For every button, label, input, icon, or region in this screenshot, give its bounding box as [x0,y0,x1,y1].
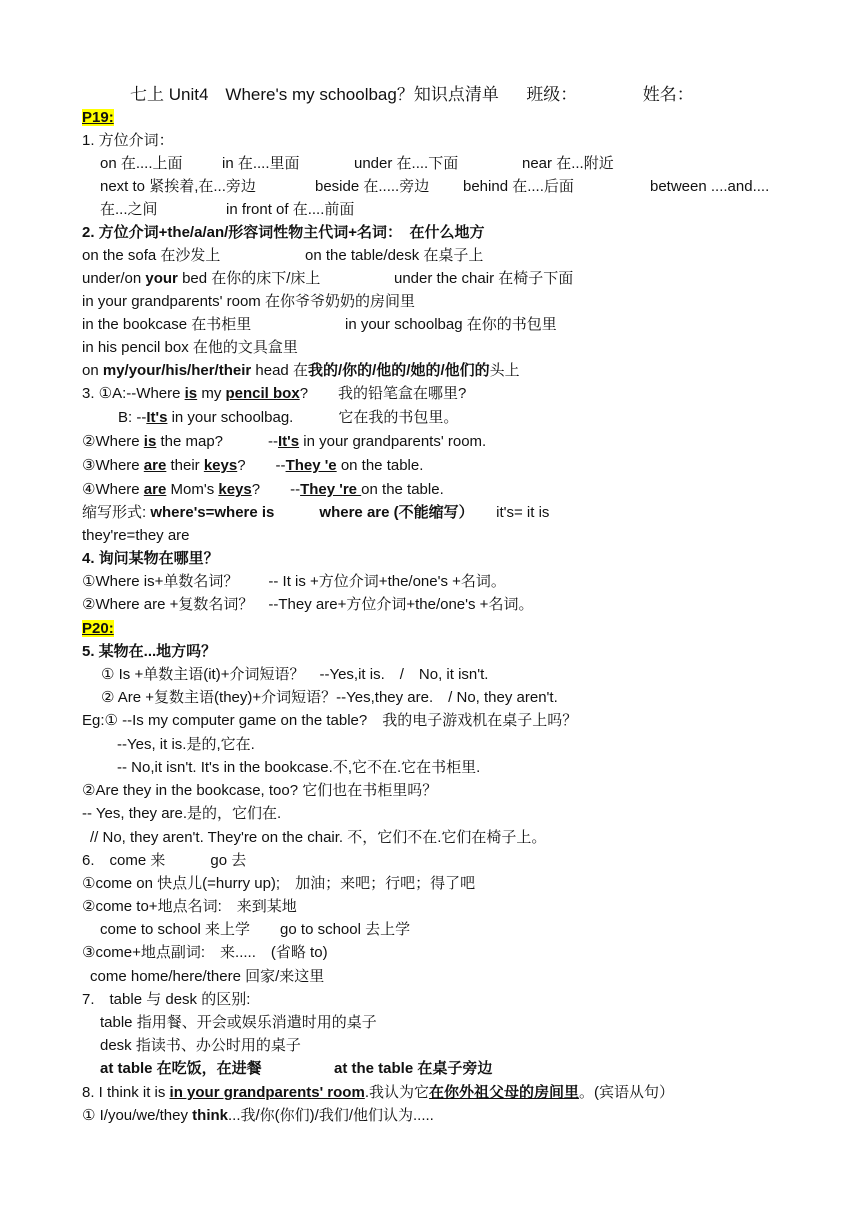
class-label: 班级： [526,85,578,104]
pattern-are: ② Are +复数主语(they)+介词短语？--Yes,they are. / No, they aren't. [101,689,558,706]
phrase-in-the-bookcase: in the bookcase 在书柜里 [82,316,252,333]
phrase-on-the-table: on the table/desk 在桌子上 [305,247,484,264]
phrase-under-your-bed: under/on your bed 在你的床下/床上 [82,270,321,287]
phrase-under-the-chair: under the chair 在椅子下面 [394,270,574,287]
prep-near: near 在...附近 [522,155,614,172]
prep-under: under 在....下面 [354,155,459,172]
come-on: ①come on 快点儿(=hurry up); 加油；来吧；行吧；得了吧 [82,875,476,892]
contraction-they-are: they're=they are [82,527,190,544]
table-meaning: table 指用餐、开会或娱乐消遣时用的桌子 [100,1014,377,1031]
example-2-yes: -- Yes, they are.是的，它们在. [82,805,282,822]
page-title [130,85,694,105]
desk-meaning: desk 指读书、办公时用的桌子 [100,1037,301,1054]
section-1-heading: 1. 方位介词： [82,132,174,149]
dialog-3-map: ②Where is the map? --It's in your grandparents' room. [82,433,487,450]
section-5-heading: 5. 某物在...地方吗？ [82,643,217,660]
prep-beside: beside 在.....旁边 [315,178,430,195]
example-1-no: -- No,it isn't. It's in the bookcase.不,它不在.它在书柜里. [117,759,481,776]
prep-in: in 在....里面 [222,155,300,172]
come-to-place: ②come to+地点名词: 来到某地 [82,898,297,915]
section-p19-marker: P19: [82,109,114,126]
come-to-school: come to school 来上学 go to school 去上学 [100,921,411,938]
phrase-in-your-schoolbag: in your schoolbag 在你的书包里 [345,316,557,333]
prep-on: on 在....上面 [100,155,183,172]
dialog-3b: B: --It's in your schoolbag. 它在我的书包里。 [118,409,459,426]
phrase-pencil-box: in his pencil box 在他的文具盒里 [82,339,298,356]
pattern-where-is: ①Where is+单数名词？ -- It is +方位介词+the/one's +名词。 [82,573,506,590]
contractions: 缩写形式: where's=where is where are (不能缩写） it's= it is [82,504,550,521]
dialog-3a: 3. ①A:--Where is my pencil box? 我的铅笔盒在哪里? [82,385,467,402]
phrase-on-head: on my/your/his/her/their head 在我的/你的/他的/她的/他们的头上 [82,362,520,379]
dialog-3-mom-keys: ④Where are Mom's keys? --They 're on the table. [82,481,444,498]
example-2-no: // No, they aren't. They're on the chair. 不，它们不在.它们在椅子上。 [90,829,547,846]
example-1-yes: --Yes, it is.是的,它在. [117,736,255,753]
title-text: 七上 Unit4 Where's my schoolbag？知识点清单 [130,85,499,104]
section-2-heading: 2. 方位介词+the/a/an/形容词性物主代词+名词： 在什么地方 [82,224,485,241]
pattern-is: ① Is +单数主语(it)+介词短语？ --Yes,it is. / No, it isn't. [101,666,489,683]
example-1-question: Eg:① --Is my computer game on the table? 我的电子游戏机在桌子上吗？ [82,712,578,729]
phrase-on-the-sofa: on the sofa 在沙发上 [82,247,221,264]
prep-in-front-of: in front of 在....前面 [226,201,355,218]
section-8-heading: 8. I think it is in your grandparents' room.我认为它在你外祖父母的房间里。(宾语从句） [82,1084,674,1101]
i-think-pattern: ① I/you/we/they think...我/你(你们)/我们/他们认为..... [82,1107,434,1124]
phrase-grandparents-room: in your grandparents' room 在你爷爷奶奶的房间里 [82,293,415,310]
section-p20-marker: P20: [82,620,114,637]
prep-next-to: next to 紧挨着,在...旁边 [100,178,256,195]
come-home: come home/here/there 回家/来这里 [90,968,325,985]
name-label: 姓名： [642,85,694,104]
example-2-question: ②Are they in the bookcase, too? 它们也在书柜里吗？ [82,782,438,799]
section-4-heading: 4. 询问某物在哪里？ [82,550,219,567]
prep-behind: behind 在....后面 [463,178,574,195]
at-table: at table 在吃饭，在进餐 [100,1060,262,1077]
prep-between: between ....and.... [650,178,770,195]
pattern-where-are: ②Where are +复数名词？ --They are+方位介词+the/one's +名词。 [82,596,534,613]
prep-between-meaning: 在...之间 [100,201,158,218]
dialog-3-keys: ③Where are their keys? --They 'e on the table. [82,457,424,474]
come-adverb: ③come+地点副词: 来..... (省略 to) [82,944,328,961]
section-7-heading: 7. table 与 desk 的区别: [82,991,251,1008]
section-6-heading: 6. come 来 go 去 [82,852,247,869]
at-the-table: at the table 在桌子旁边 [334,1060,493,1077]
